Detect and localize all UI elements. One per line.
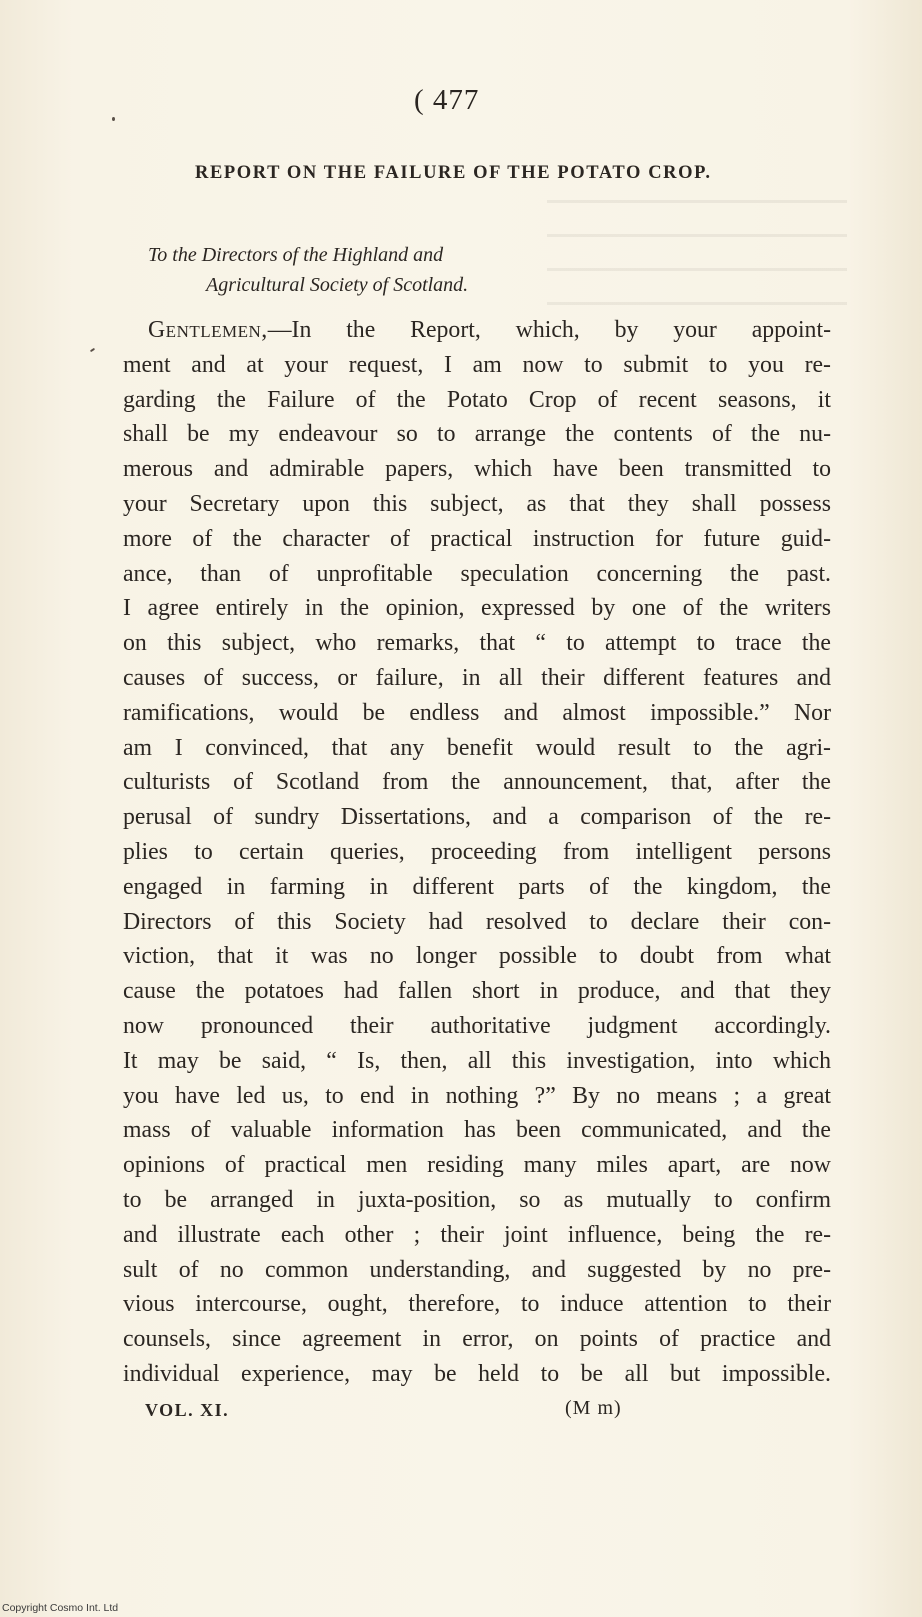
address-line-1: To the Directors of the Highland and bbox=[148, 244, 444, 266]
text-line: more of the character of practical instruction for future guid- bbox=[123, 525, 831, 552]
text-line: plies to certain queries, proceeding from intelligent persons bbox=[123, 838, 831, 865]
text-line: opinions of practical men residing many miles apart, are now bbox=[123, 1152, 831, 1179]
text-line: your Secretary upon this subject, as that they shall possess bbox=[123, 490, 831, 517]
text-line: sult of no common understanding, and suggested by no pre- bbox=[123, 1256, 831, 1283]
copyright-watermark: Copyright Cosmo Int. Ltd bbox=[2, 1602, 119, 1614]
text-line: and illustrate each other ; their joint influence, being the re- bbox=[123, 1221, 831, 1248]
paragraph-first-line bbox=[123, 313, 831, 348]
page-number: ( 477 bbox=[414, 84, 480, 116]
text-line: ance, than of unprofitable speculation concerning the past. bbox=[123, 560, 831, 587]
text-line: engaged in farming in different parts of the kingdom, the bbox=[123, 873, 831, 900]
text-line: mass of valuable information has been communicated, and the bbox=[123, 1117, 831, 1144]
text-line: merous and admirable papers, which have been transmitted to bbox=[123, 456, 831, 483]
salutation: Gentlemen, bbox=[148, 317, 268, 343]
address-block bbox=[148, 240, 468, 300]
text-line: —In the Report, which, by your appoint- bbox=[267, 317, 831, 343]
text-line: causes of success, or failure, in all their different features and bbox=[123, 664, 831, 691]
text-line: garding the Failure of the Potato Crop of recent seasons, it bbox=[123, 386, 831, 413]
page-title: REPORT ON THE FAILURE OF THE POTATO CROP. bbox=[195, 163, 712, 183]
text-line: individual experience, may be held to be all but impossible. bbox=[123, 1360, 831, 1387]
ink-speck bbox=[112, 117, 115, 121]
text-line: ment and at your request, I am now to submit to you re- bbox=[123, 351, 831, 378]
signature-mark: (M m) bbox=[565, 1397, 622, 1419]
text-line: now pronounced their authoritative judgment accordingly. bbox=[123, 1012, 831, 1039]
text-line: Directors of this Society had resolved to declare their con- bbox=[123, 908, 831, 935]
text-line: you have led us, to end in nothing ?” By no means ; a great bbox=[123, 1082, 831, 1109]
show-through-text bbox=[547, 200, 847, 320]
text-line: am I convinced, that any benefit would result to the agri- bbox=[123, 734, 831, 761]
ink-speck bbox=[90, 348, 95, 353]
volume-footer: VOL. XI. bbox=[145, 1400, 230, 1420]
text-line: perusal of sundry Dissertations, and a comparison of the re- bbox=[123, 804, 831, 831]
text-line: I agree entirely in the opinion, expressed by one of the writers bbox=[123, 595, 831, 622]
text-line: counsels, since agreement in error, on points of practice and bbox=[123, 1326, 831, 1353]
text-line: ramifications, would be endless and almost impossible.” Nor bbox=[123, 699, 831, 726]
text-line: cause the potatoes had fallen short in produce, and that they bbox=[123, 978, 831, 1005]
text-line: culturists of Scotland from the announcement, that, after the bbox=[123, 769, 831, 796]
address-line-2: Agricultural Society of Scotland. bbox=[206, 274, 469, 296]
text-line: shall be my endeavour so to arrange the contents of the nu- bbox=[123, 421, 831, 448]
text-line: on this subject, who remarks, that “ to attempt to trace the bbox=[123, 630, 831, 657]
text-line: to be arranged in juxta-position, so as mutually to confirm bbox=[123, 1186, 831, 1213]
text-line: vious intercourse, ought, therefore, to induce attention to their bbox=[123, 1291, 831, 1318]
text-line: viction, that it was no longer possible to doubt from what bbox=[123, 943, 831, 970]
body-paragraph bbox=[123, 313, 831, 1392]
text-line: It may be said, “ Is, then, all this investigation, into which bbox=[123, 1047, 831, 1074]
